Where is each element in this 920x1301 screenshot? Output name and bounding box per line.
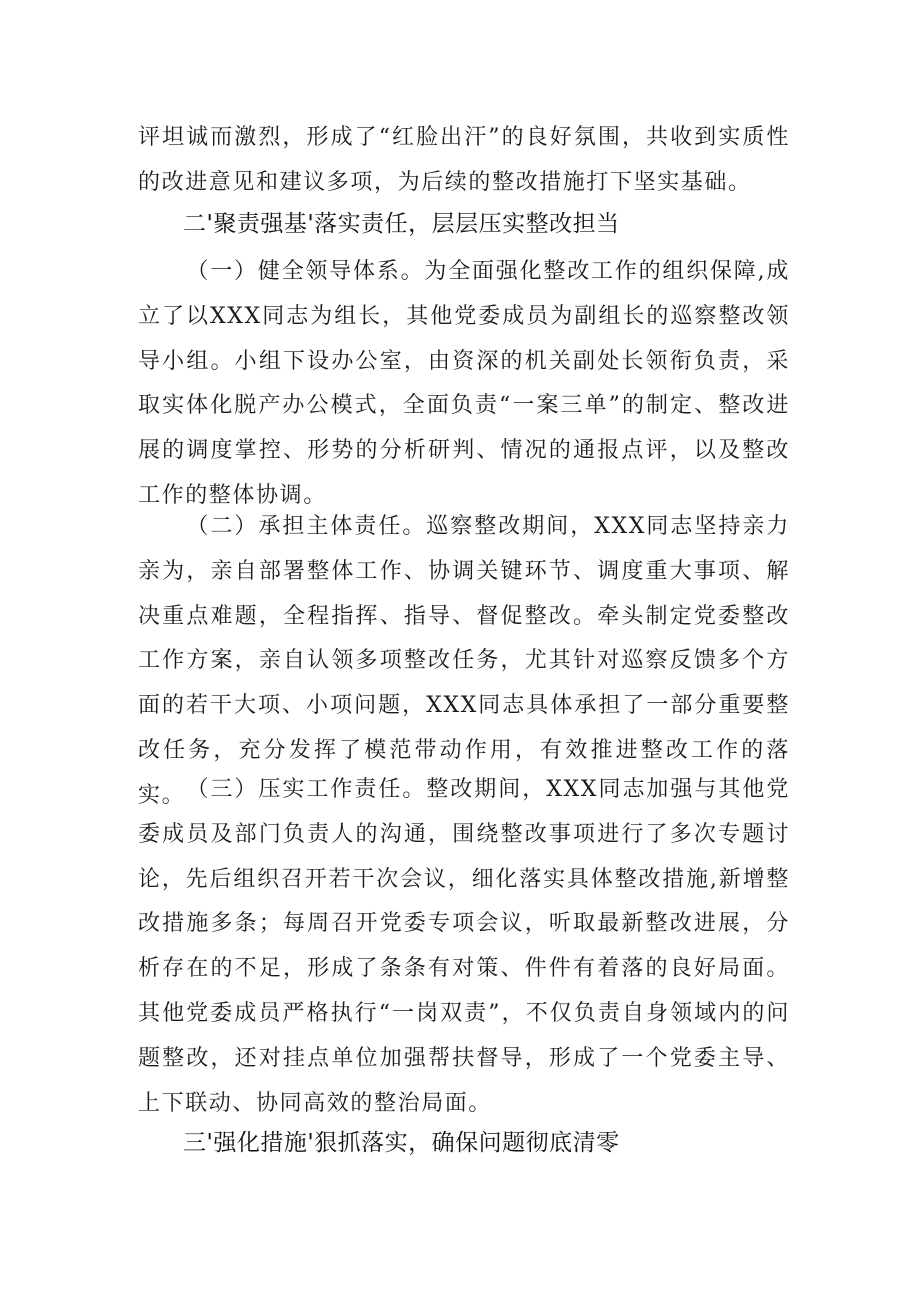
paragraph-continued: 评坦诚而激烈，形成了“红脸出汗”的良好氛围，共收到实质性的改进意见和建议多项，为后续的整改措施打下坚实基础。: [138, 125, 790, 195]
section-heading-3: 三'强化措施'狠抓落实，确保问题彻底清零: [183, 1130, 620, 1156]
paragraph-leadership-system: （一）健全领导体系。为全面强化整改工作的组织保障,成立了以XXX同志为组长，其他党委成员为副组长的巡察整改领导小组。小组下设办公室，由资深的机关副处长领衔负责，采取实体化脱产办公模式，全面负责“一案三单”的制定、整改进展的调度掌控、形势的分析研判、情况的通报点评，以及整改工作的整体协调。: [138, 259, 790, 508]
section-heading-2: 二'聚责强基'落实责任，层层压实整改担当: [183, 211, 620, 237]
paragraph-main-responsibility: （二）承担主体责任。巡察整改期间，XXX同志坚持亲力亲为，亲自部署整体工作、协调关键环节、调度重大事项、解决重点难题，全程指挥、指导、督促整改。牵头制定党委整改工作方案，亲自认领多项整改任务，尤其针对巡察反馈多个方面的若干大项、小项问题，XXX同志具体承担了一部分重要整改任务，充分发挥了模范带动作用，有效推进整改工作的落实。: [138, 514, 790, 808]
paragraph-work-responsibility: （三）压实工作责任。整改期间，XXX同志加强与其他党委成员及部门负责人的沟通，围绕整改事项进行了多次专题讨论，先后组织召开若干次会议，细化落实具体整改措施,新增整改措施多条；每周召开党委专项会议，听取最新整改进展，分析存在的不足，形成了条条有对策、件件有着落的良好局面。其他党委成员严格执行“一岗双责”，不仅负责自身领域内的问题整改，还对挂点单位加强帮扶督导，形成了一个党委主导、上下联动、协同高效的整治局面。: [138, 777, 790, 1116]
